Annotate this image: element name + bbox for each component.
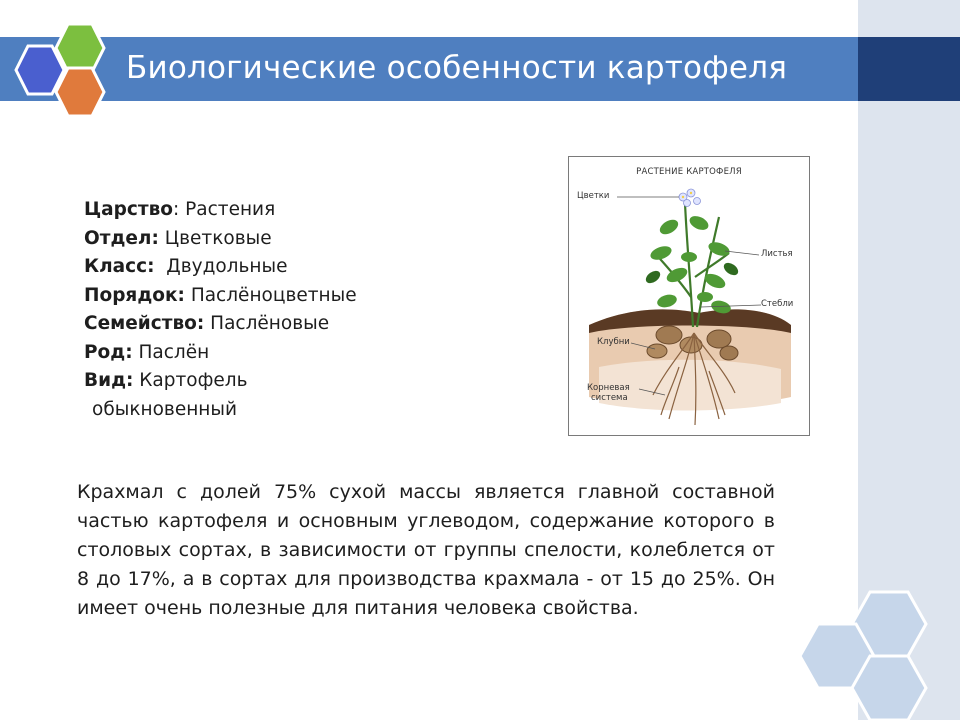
taxonomy-row-class xyxy=(84,253,504,282)
taxonomy-list xyxy=(84,196,504,424)
taxonomy-key: Класс: xyxy=(84,256,155,277)
taxonomy-key: Род: xyxy=(84,341,133,363)
taxonomy-key: Порядок: xyxy=(84,284,185,306)
taxonomy-row-order xyxy=(84,282,504,311)
label-root-system-line2: система xyxy=(591,393,628,403)
taxonomy-row-genus xyxy=(84,339,504,368)
taxonomy-row-kingdom xyxy=(84,196,504,225)
taxonomy-key: Царство xyxy=(84,199,173,220)
taxonomy-value: Паслён xyxy=(138,341,210,363)
decor-hexagon-bottom xyxy=(852,656,926,720)
starch-paragraph: Крахмал с долей 75% сухой массы является главной составной частью картофеля и основным углеводом, содержание которого в столовых сортах, в зависимости от группы спелости, колеблется от 8 до 17%, а в сортах для производства крахмала - от 15 до 25%. Он имеет очень полезные для питания человека свойства. xyxy=(77,481,775,619)
taxonomy-value: Двудольные xyxy=(166,256,288,277)
taxonomy-sep xyxy=(155,256,167,277)
taxonomy-row-family xyxy=(84,310,504,339)
hexagon-green xyxy=(56,24,104,72)
hexagon-blue xyxy=(16,46,64,94)
taxonomy-value: Паслёновые xyxy=(210,313,330,334)
taxonomy-value: Паслёноцветные xyxy=(190,284,357,306)
title-bar-cap xyxy=(858,37,960,101)
label-leaves: Листья xyxy=(761,249,793,259)
label-flowers: Цветки xyxy=(577,191,610,201)
taxonomy-sep: : xyxy=(173,199,186,220)
taxonomy-key: Семейство: xyxy=(84,313,205,334)
taxonomy-value: Цветковые xyxy=(164,227,272,249)
taxonomy-row-species xyxy=(84,367,504,396)
label-root-system-line1: Корневая xyxy=(587,383,630,393)
taxonomy-key: Отдел: xyxy=(84,227,159,249)
label-tubers: Клубни xyxy=(597,337,630,347)
page-title: Биологические особенности картофеля xyxy=(126,50,788,86)
hexagon-logo xyxy=(10,20,118,120)
hexagon-orange xyxy=(56,68,104,116)
label-stems: Стебли xyxy=(761,299,794,309)
taxonomy-row-division xyxy=(84,225,504,254)
taxonomy-value: Картофель xyxy=(139,370,248,391)
decor-hexagons xyxy=(800,584,960,720)
taxonomy-key: Вид: xyxy=(84,370,134,391)
potato-plant-figure xyxy=(568,156,810,436)
taxonomy-species-continuation: обыкновенный xyxy=(92,398,238,420)
figure-title: РАСТЕНИЕ КАРТОФЕЛЯ xyxy=(636,167,742,177)
taxonomy-value: Растения xyxy=(185,199,276,220)
